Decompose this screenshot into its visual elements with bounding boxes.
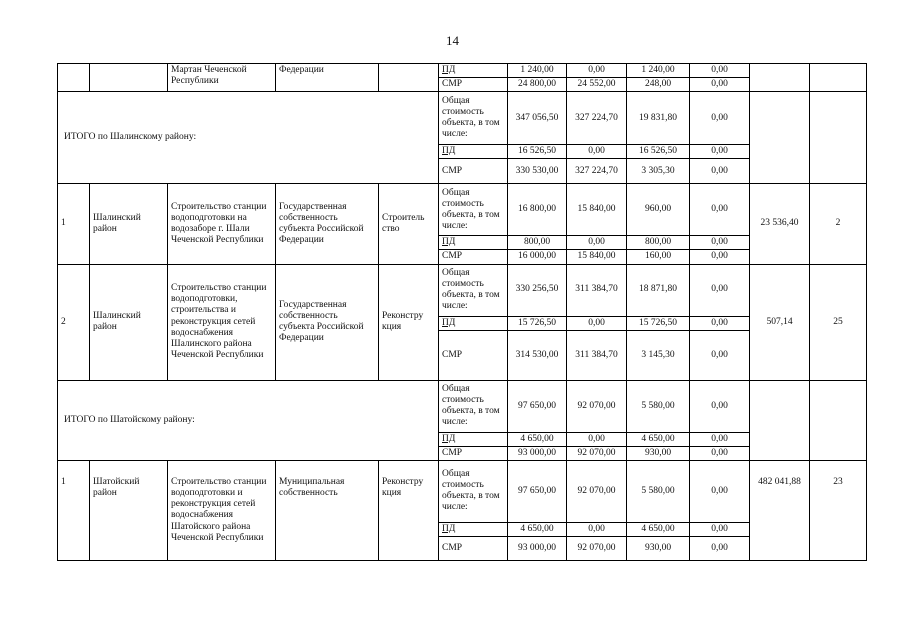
cost-value: 92 070,00 bbox=[567, 460, 627, 522]
cost-value: 92 070,00 bbox=[567, 536, 627, 560]
work-type: Реконстру кция bbox=[379, 264, 439, 380]
cost-value: 0,00 bbox=[567, 316, 627, 330]
object-name: Строительство станции водоподготовки и реконструкция сетей водоснабжения Шатойского района Чеченской Республики bbox=[168, 460, 276, 560]
row-number: 1 bbox=[58, 460, 90, 560]
cost-value: 16 526,50 bbox=[627, 145, 690, 159]
table-row bbox=[58, 64, 867, 78]
cost-value: 15 840,00 bbox=[567, 184, 627, 236]
cost-type: СМР bbox=[439, 159, 508, 184]
cost-value: 327 224,70 bbox=[567, 159, 627, 184]
cost-type: СМР bbox=[439, 250, 508, 264]
cost-value: 18 871,80 bbox=[627, 264, 690, 316]
cost-type: СМР bbox=[439, 330, 508, 380]
cost-value: 0,00 bbox=[690, 78, 750, 92]
cost-type: Общая стоимость объекта, в том числе: bbox=[439, 264, 508, 316]
work-type: Реконстру кция bbox=[379, 460, 439, 560]
subtotal-label: ИТОГО по Шатойскому району: bbox=[58, 380, 439, 460]
cost-value: 0,00 bbox=[690, 522, 750, 536]
district: Шалинский район bbox=[90, 184, 168, 264]
table-row bbox=[58, 92, 867, 145]
object-name: Строительство станции водоподготовки на водозаборе г. Шали Чеченской Республики bbox=[168, 184, 276, 264]
cost-value: 15 840,00 bbox=[567, 250, 627, 264]
cost-total: 93 000,00 bbox=[508, 446, 567, 460]
cost-type: Общая стоимость объекта, в том числе: bbox=[439, 184, 508, 236]
investment-table bbox=[57, 63, 867, 561]
cost-type: Общая стоимость объекта, в том числе: bbox=[439, 92, 508, 145]
cost-type: СМР bbox=[439, 536, 508, 560]
cost-value: 0,00 bbox=[690, 536, 750, 560]
cost-total: 4 650,00 bbox=[508, 432, 567, 446]
cost-value: 160,00 bbox=[627, 250, 690, 264]
cost-value: 0,00 bbox=[567, 64, 627, 78]
cost-value: 0,00 bbox=[690, 184, 750, 236]
row-number: 1 bbox=[58, 184, 90, 264]
cost-total: 24 800,00 bbox=[508, 78, 567, 92]
cost-type: Общая стоимость объекта, в том числе: bbox=[439, 380, 508, 432]
cost-value: 0,00 bbox=[690, 380, 750, 432]
table-row bbox=[58, 184, 867, 236]
cost-value: 0,00 bbox=[690, 446, 750, 460]
cost-value: 930,00 bbox=[627, 446, 690, 460]
cost-total: 93 000,00 bbox=[508, 536, 567, 560]
cost-value: 3 145,30 bbox=[627, 330, 690, 380]
cost-value: 15 726,50 bbox=[627, 316, 690, 330]
cost-value: 0,00 bbox=[690, 316, 750, 330]
district: Шатойский район bbox=[90, 460, 168, 560]
cost-type: СМР bbox=[439, 446, 508, 460]
cost-total: 330 530,00 bbox=[508, 159, 567, 184]
table-row bbox=[58, 264, 867, 316]
table-row bbox=[58, 380, 867, 432]
cost-type: ПД bbox=[439, 522, 508, 536]
cost-value: 0,00 bbox=[690, 145, 750, 159]
cost-total: 330 256,50 bbox=[508, 264, 567, 316]
cost-total: 800,00 bbox=[508, 236, 567, 250]
table-row bbox=[58, 460, 867, 522]
cost-value: 5 580,00 bbox=[627, 380, 690, 432]
count: 23 bbox=[810, 460, 867, 560]
cost-total: 1 240,00 bbox=[508, 64, 567, 78]
cost-value: 1 240,00 bbox=[627, 64, 690, 78]
cost-total: 314 530,00 bbox=[508, 330, 567, 380]
cost-value: 0,00 bbox=[690, 264, 750, 316]
cost-type: Общая стоимость объекта, в том числе: bbox=[439, 460, 508, 522]
cost-value: 248,00 bbox=[627, 78, 690, 92]
page-number: 14 bbox=[446, 33, 459, 48]
cost-value: 0,00 bbox=[690, 236, 750, 250]
cost-value: 311 384,70 bbox=[567, 330, 627, 380]
cost-total: 4 650,00 bbox=[508, 522, 567, 536]
cost-value: 0,00 bbox=[567, 145, 627, 159]
cost-value: 0,00 bbox=[690, 460, 750, 522]
row-number: 2 bbox=[58, 264, 90, 380]
ownership: Государственная собственность субъекта Российской Федерации bbox=[276, 264, 379, 380]
cost-type: ПД bbox=[439, 236, 508, 250]
cost-type: ПД bbox=[439, 64, 508, 78]
cost-value: 24 552,00 bbox=[567, 78, 627, 92]
cost-value: 92 070,00 bbox=[567, 380, 627, 432]
cost-value: 0,00 bbox=[690, 250, 750, 264]
cost-value: 0,00 bbox=[690, 92, 750, 145]
cost-value: 0,00 bbox=[567, 432, 627, 446]
cost-value: 0,00 bbox=[690, 330, 750, 380]
object-name: Строительство станции водоподготовки, строительства и реконструкция сетей водоснабжения Шалинского района Чеченской Республики bbox=[168, 264, 276, 380]
cost-total: 16 800,00 bbox=[508, 184, 567, 236]
capacity: 507,14 bbox=[750, 264, 810, 380]
cost-total: 347 056,50 bbox=[508, 92, 567, 145]
cost-type: СМР bbox=[439, 78, 508, 92]
work-type: Строитель ство bbox=[379, 184, 439, 264]
cost-total: 15 726,50 bbox=[508, 316, 567, 330]
capacity: 482 041,88 bbox=[750, 460, 810, 560]
ownership: Государственная собственность субъекта Российской Федерации bbox=[276, 184, 379, 264]
subtotal-label: ИТОГО по Шалинскому району: bbox=[58, 92, 439, 184]
cost-total: 97 650,00 bbox=[508, 460, 567, 522]
ownership: Федерации bbox=[276, 64, 379, 92]
count: 2 bbox=[810, 184, 867, 264]
cost-type: ПД bbox=[439, 316, 508, 330]
cost-value: 5 580,00 bbox=[627, 460, 690, 522]
cost-value: 311 384,70 bbox=[567, 264, 627, 316]
object-name: Мартан Чеченской Республики bbox=[168, 64, 276, 92]
count: 25 bbox=[810, 264, 867, 380]
cost-total: 16 526,50 bbox=[508, 145, 567, 159]
cost-value: 930,00 bbox=[627, 536, 690, 560]
cost-total: 16 000,00 bbox=[508, 250, 567, 264]
cost-total: 97 650,00 bbox=[508, 380, 567, 432]
cost-value: 327 224,70 bbox=[567, 92, 627, 145]
cost-value: 4 650,00 bbox=[627, 522, 690, 536]
cost-value: 0,00 bbox=[567, 522, 627, 536]
cost-value: 0,00 bbox=[567, 236, 627, 250]
ownership: Муниципальная собственность bbox=[276, 460, 379, 560]
capacity: 23 536,40 bbox=[750, 184, 810, 264]
cost-value: 19 831,80 bbox=[627, 92, 690, 145]
cost-value: 0,00 bbox=[690, 64, 750, 78]
cost-type: ПД bbox=[439, 432, 508, 446]
cost-value: 3 305,30 bbox=[627, 159, 690, 184]
cost-type: ПД bbox=[439, 145, 508, 159]
cost-value: 0,00 bbox=[690, 432, 750, 446]
cost-value: 4 650,00 bbox=[627, 432, 690, 446]
cost-value: 800,00 bbox=[627, 236, 690, 250]
cost-value: 960,00 bbox=[627, 184, 690, 236]
cost-value: 0,00 bbox=[690, 159, 750, 184]
cost-value: 92 070,00 bbox=[567, 446, 627, 460]
district: Шалинский район bbox=[90, 264, 168, 380]
